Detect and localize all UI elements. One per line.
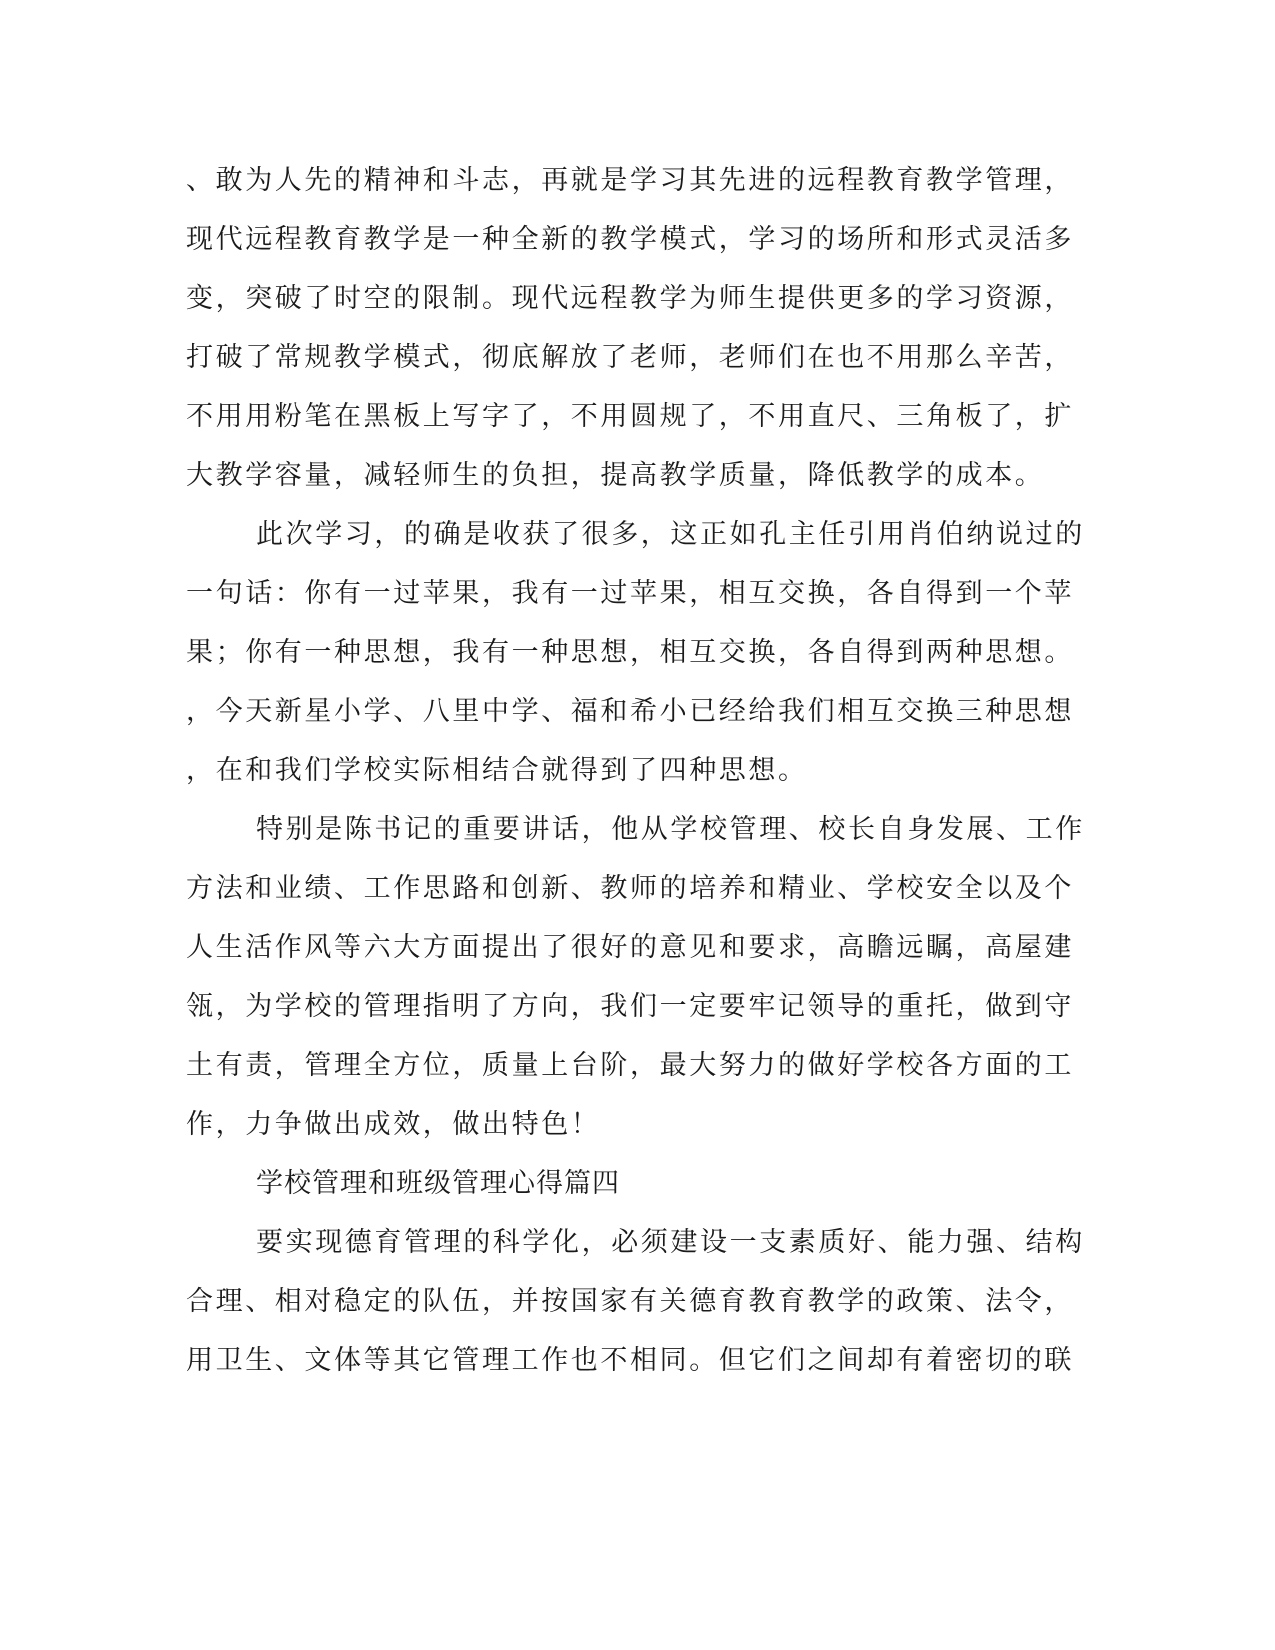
paragraph-3-line-1: 特别是陈书记的重要讲话，他从学校管理、校长自身发展、工作 — [256, 814, 1085, 845]
paragraph-3-line-3: 人生活作风等六大方面提出了很好的意见和要求，高瞻远瞩，高屋建 — [186, 932, 1074, 963]
paragraph-1-line-2: 现代远程教育教学是一种全新的教学模式，学习的场所和形式灵活多 — [186, 224, 1074, 255]
paragraph-3-line-4: 瓴，为学校的管理指明了方向，我们一定要牢记领导的重托，做到守 — [186, 991, 1074, 1022]
paragraph-2-line-3: 果；你有一种思想，我有一种思想，相互交换，各自得到两种思想。 — [186, 637, 1074, 668]
paragraph-1-line-6: 大教学容量，减轻师生的负担，提高教学质量，降低教学的成本。 — [186, 460, 1045, 491]
paragraph-4-line-3: 用卫生、文体等其它管理工作也不相同。但它们之间却有着密切的联 — [186, 1345, 1074, 1376]
paragraph-2-line-4: ，今天新星小学、八里中学、福和希小已经给我们相互交换三种思想 — [186, 696, 1074, 727]
paragraph-1-line-3: 变，突破了时空的限制。现代远程教学为师生提供更多的学习资源， — [186, 283, 1074, 314]
paragraph-3-line-2: 方法和业绩、工作思路和创新、教师的培养和精业、学校安全以及个 — [186, 873, 1074, 904]
paragraph-1-line-1: 、敢为人先的精神和斗志，再就是学习其先进的远程教育教学管理， — [186, 165, 1074, 196]
paragraph-1-line-5: 不用用粉笔在黑板上写字了，不用圆规了，不用直尺、三角板了，扩 — [186, 401, 1074, 432]
paragraph-3-line-5: 土有责，管理全方位，质量上台阶，最大努力的做好学校各方面的工 — [186, 1050, 1074, 1081]
paragraph-3-line-6: 作，力争做出成效，做出特色！ — [186, 1109, 601, 1140]
paragraph-4-line-1: 要实现德育管理的科学化，必须建设一支素质好、能力强、结构 — [256, 1227, 1085, 1258]
paragraph-2-line-2: 一句话：你有一过苹果，我有一过苹果，相互交换，各自得到一个苹 — [186, 578, 1074, 609]
section-heading: 学校管理和班级管理心得篇四 — [256, 1168, 620, 1199]
paragraph-1-line-4: 打破了常规教学模式，彻底解放了老师，老师们在也不用那么辛苦， — [186, 342, 1074, 373]
paragraph-2-line-1: 此次学习，的确是收获了很多，这正如孔主任引用肖伯纳说过的 — [256, 519, 1085, 550]
paragraph-4-line-2: 合理、相对稳定的队伍，并按国家有关德育教育教学的政策、法令， — [186, 1286, 1074, 1317]
paragraph-2-line-5: ，在和我们学校实际相结合就得到了四种思想。 — [186, 755, 808, 786]
